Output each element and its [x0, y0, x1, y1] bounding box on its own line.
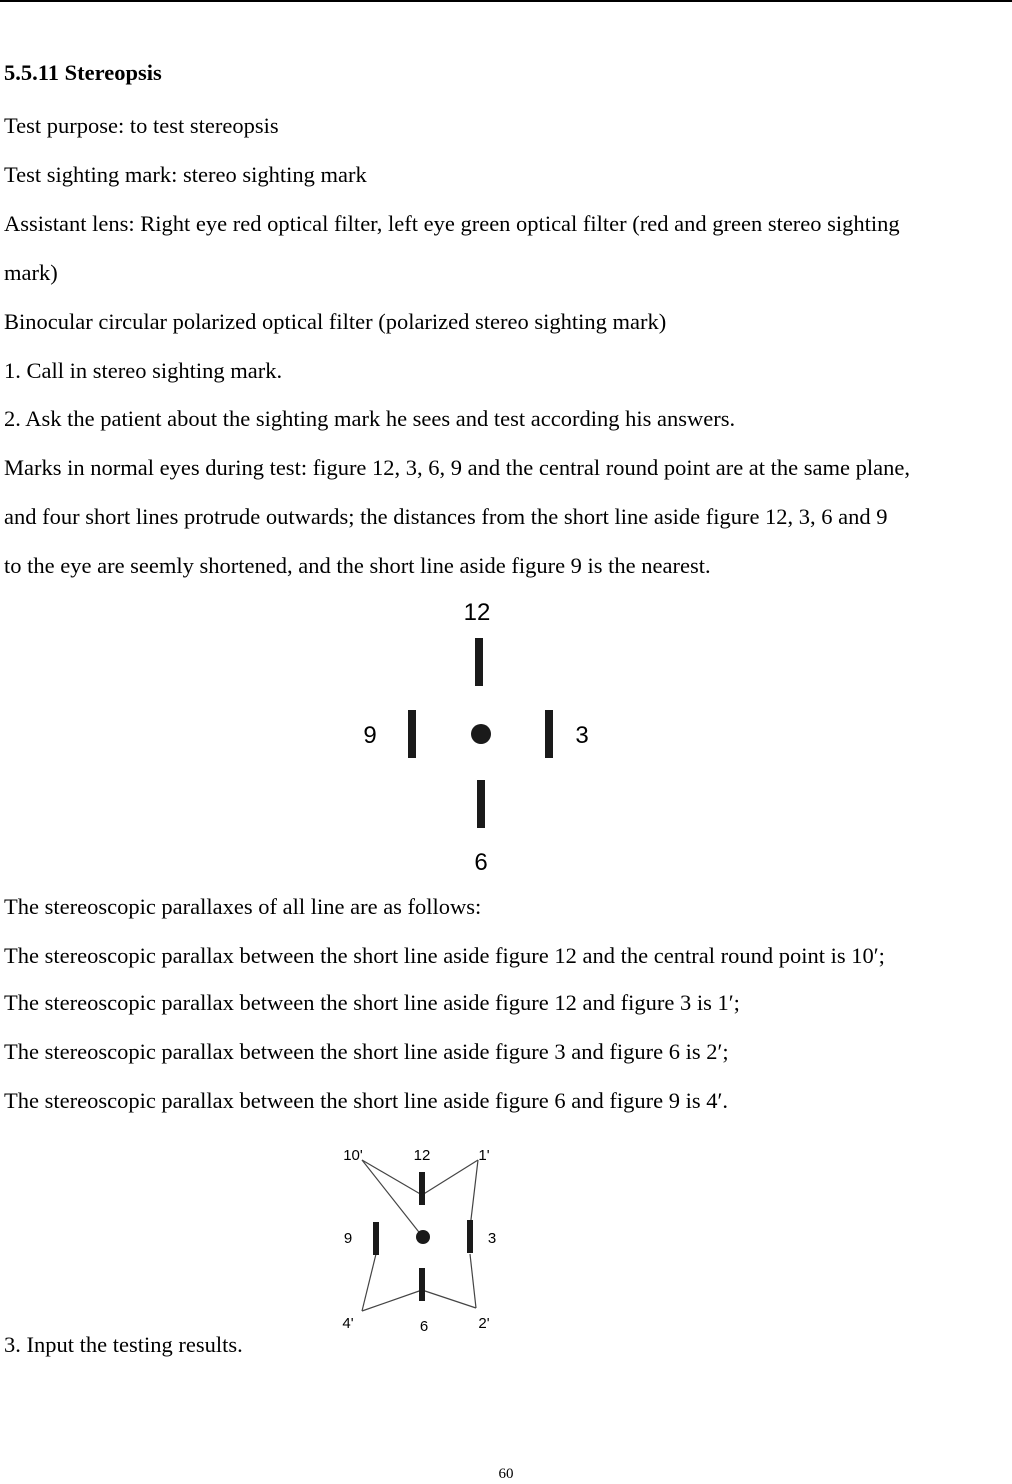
fig2-label-6: 6	[419, 1318, 429, 1335]
marks-line-3: to the eye are seemly shortened, and the short line aside figure 9 is the nearest.	[4, 553, 711, 578]
fig1-label-12: 12	[463, 599, 491, 626]
fig2-line-9	[373, 1222, 379, 1255]
fig2-label-1p: 1'	[478, 1147, 490, 1164]
fig2-label-4p: 4'	[342, 1315, 354, 1332]
fig1-center-dot	[471, 724, 491, 744]
fig1-label-6: 6	[474, 849, 488, 876]
parallax-line-1: The stereoscopic parallax between the short line aside figure 12 and the central round point is 10′;	[4, 943, 885, 968]
fig2-label-3: 3	[487, 1230, 497, 1247]
step-3: 3. Input the testing results.	[4, 1332, 243, 1357]
parallax-intro: The stereoscopic parallaxes of all line are as follows:	[4, 894, 482, 919]
stereo-mark-figure	[340, 590, 620, 880]
fig2-line-3	[467, 1220, 473, 1253]
step-1: 1. Call in stereo sighting mark.	[4, 358, 283, 383]
step-2: 2. Ask the patient about the sighting mark he sees and test according his answers.	[4, 406, 736, 431]
fig2-label-12: 12	[413, 1147, 431, 1164]
parallax-line-4: The stereoscopic parallax between the short line aside figure 6 and figure 9 is 4′.	[4, 1088, 729, 1113]
parallax-line-2: The stereoscopic parallax between the short line aside figure 12 and figure 3 is 1′;	[4, 990, 740, 1015]
fig2-center-dot	[416, 1230, 430, 1244]
test-purpose: Test purpose: to test stereopsis	[4, 113, 279, 138]
page-number: 60	[498, 1466, 514, 1482]
marks-line-1: Marks in normal eyes during test: figure 12, 3, 6, 9 and the central round point are at the same plane,	[4, 455, 910, 480]
fig1-line-3	[545, 710, 553, 758]
fig1-line-6	[477, 780, 485, 828]
marks-line-2: and four short lines protrude outwards; the distances from the short line aside figure 12, 3, 6 and 9	[4, 504, 888, 529]
fig1-label-3: 3	[575, 722, 589, 749]
fig1-label-9: 9	[363, 722, 377, 749]
polarized-filter: Binocular circular polarized optical filter (polarized stereo sighting mark)	[4, 309, 667, 334]
fig2-label-10p: 10'	[343, 1147, 363, 1164]
assistant-lens-line-1: Assistant lens: Right eye red optical filter, left eye green optical filter (red and green stereo sighting	[4, 211, 900, 236]
test-sighting-mark: Test sighting mark: stereo sighting mark	[4, 162, 367, 187]
fig2-label-9: 9	[343, 1230, 353, 1247]
fig1-line-12	[475, 638, 483, 686]
fig1-line-9	[408, 710, 416, 758]
assistant-lens-line-2: mark)	[4, 260, 58, 285]
fig2-label-2p: 2'	[478, 1315, 490, 1332]
fig2-line-12	[419, 1172, 425, 1205]
parallax-figure	[330, 1138, 510, 1338]
fig2-line-6	[419, 1268, 425, 1301]
parallax-line-3: The stereoscopic parallax between the short line aside figure 3 and figure 6 is 2′;	[4, 1039, 729, 1064]
top-rule	[0, 0, 1012, 2]
section-heading: 5.5.11 Stereopsis	[4, 60, 162, 85]
